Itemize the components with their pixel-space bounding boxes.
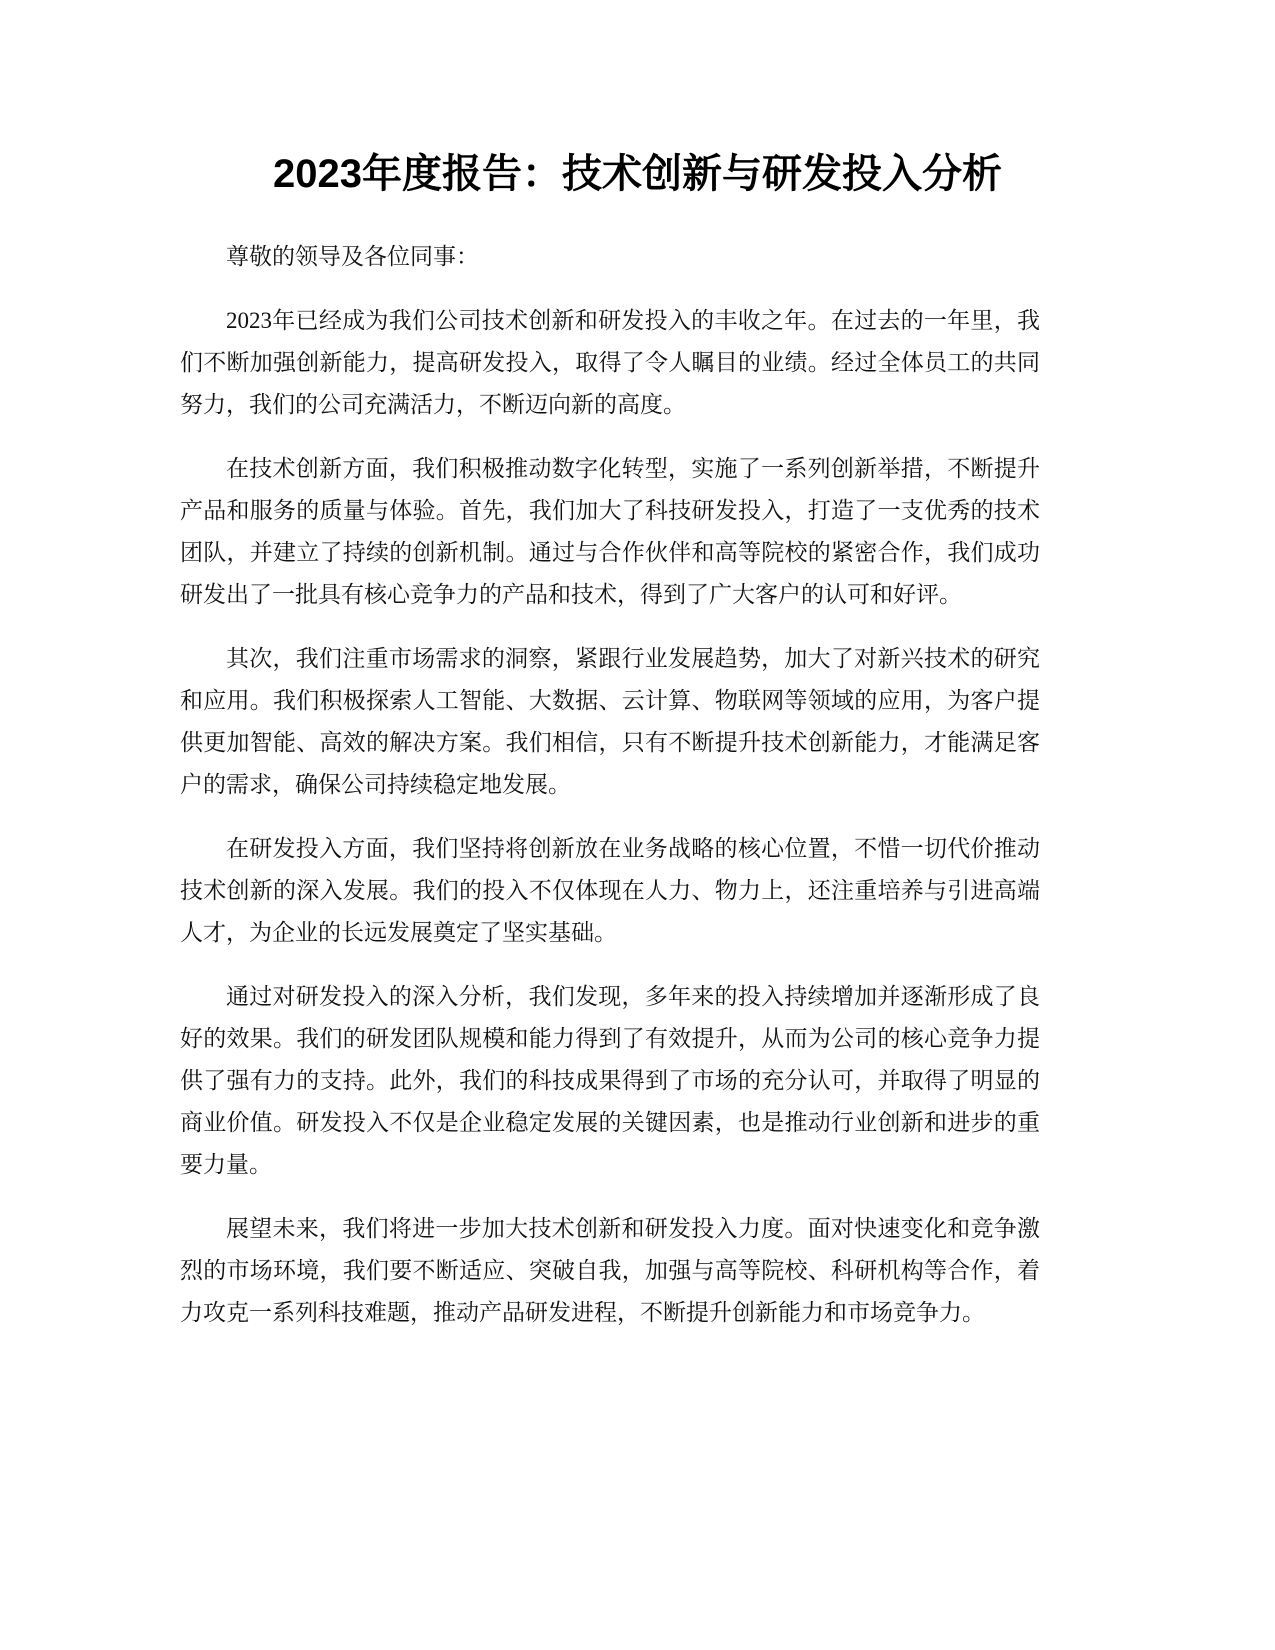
document-title: 2023年度报告：技术创新与研发投入分析 <box>273 152 1002 196</box>
paragraph-2: 在技术创新方面，我们积极推动数字化转型，实施了一系列创新举措，不断提升产品和服务的质量与体验。首先，我们加大了科技研发投入，打造了一支优秀的技术团队，并建立了持续的创新机制。通过与合作伙伴和高等院校的紧密合作，我们成功研发出了一批具有核心竞争力的产品和技术，得到了广大客户的认可和好评。 <box>180 456 1040 607</box>
salutation: 尊敬的领导及各位同事： <box>226 244 479 269</box>
paragraph-1: 2023年已经成为我们公司技术创新和研发投入的丰收之年。在过去的一年里，我们不断加强创新能力，提高研发投入，取得了令人瞩目的业绩。经过全体员工的共同努力，我们的公司充满活力，不断迈向新的高度。 <box>180 308 1040 417</box>
document-body <box>180 236 1040 1356</box>
paragraph-4: 在研发投入方面，我们坚持将创新放在业务战略的核心位置，不惜一切代价推动技术创新的深入发展。我们的投入不仅体现在人力、物力上，还注重培养与引进高端人才，为企业的长远发展奠定了坚实基础。 <box>180 836 1040 945</box>
paragraph-3: 其次，我们注重市场需求的洞察，紧跟行业发展趋势，加大了对新兴技术的研究和应用。我们积极探索人工智能、大数据、云计算、物联网等领域的应用，为客户提供更加智能、高效的解决方案。我们相信，只有不断提升技术创新能力，才能满足客户的需求，确保公司持续稳定地发展。 <box>180 646 1040 797</box>
paragraph-6: 展望未来，我们将进一步加大技术创新和研发投入力度。面对快速变化和竞争激烈的市场环境，我们要不断适应、突破自我，加强与高等院校、科研机构等合作，着力攻克一系列科技难题，推动产品研发进程，不断提升创新能力和市场竞争力。 <box>180 1216 1040 1325</box>
paragraph-5: 通过对研发投入的深入分析，我们发现，多年来的投入持续增加并逐渐形成了良好的效果。我们的研发团队规模和能力得到了有效提升，从而为公司的核心竞争力提供了强有力的支持。此外，我们的科技成果得到了市场的充分认可，并取得了明显的商业价值。研发投入不仅是企业稳定发展的关键因素，也是推动行业创新和进步的重要力量。 <box>180 984 1040 1177</box>
